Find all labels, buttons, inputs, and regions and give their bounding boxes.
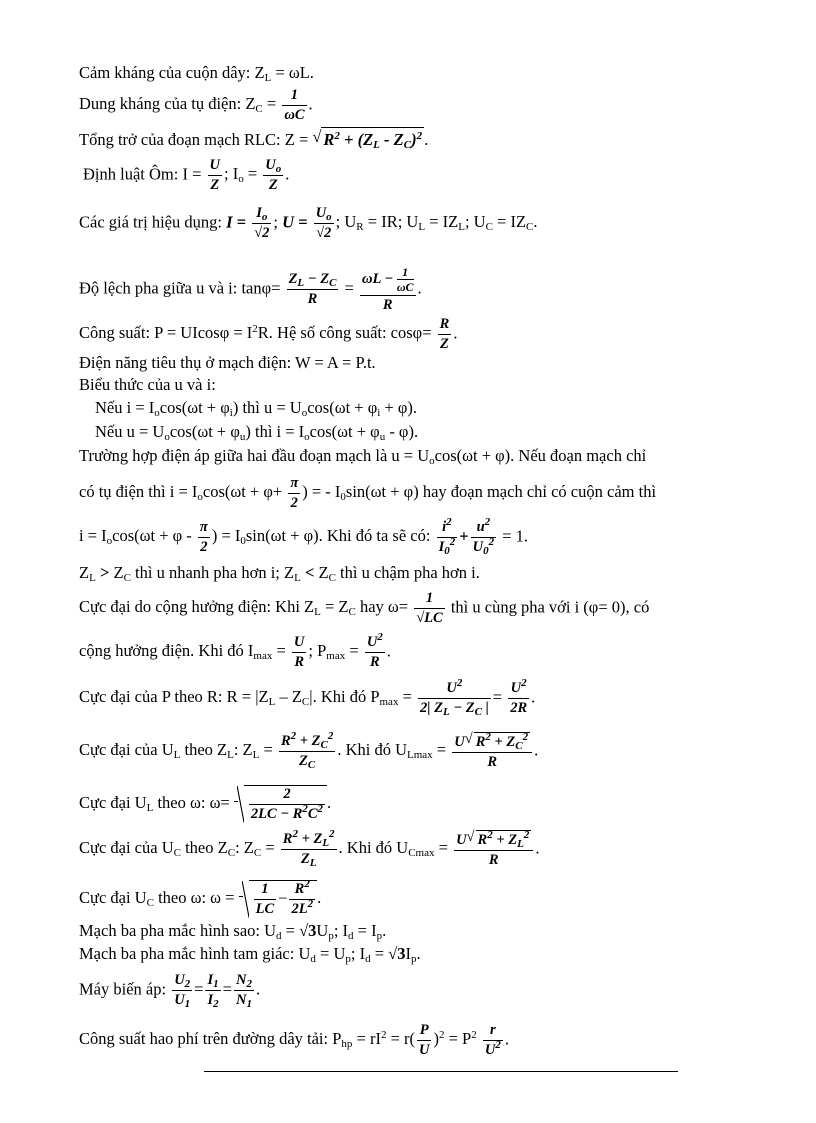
text: Nếu $i = I_o\cos(\omega t + \varphi_i)$ thì $u = U_o\cos(\omega t + \varphi_i + \varphi)$.: [95, 398, 417, 419]
line-impedance: [79, 127, 428, 151]
numerator: U: [208, 157, 222, 176]
numerator: $R^2 + Z_C^2$: [280, 730, 334, 751]
line-capacitive-reactance: [79, 87, 313, 124]
numerator: $N_2$: [235, 972, 252, 990]
text: =: [492, 687, 507, 707]
line-ul-max: [79, 732, 538, 771]
line-capacitor-case: [79, 475, 656, 512]
fraction: [365, 631, 385, 671]
text: =: [222, 979, 232, 999]
text: .: [424, 130, 429, 149]
numerator: $R^2 + Z_L^2$: [282, 828, 335, 849]
denominator: $Z_L$: [300, 851, 317, 869]
text: .: [453, 323, 458, 343]
denominator: ωC: [284, 107, 305, 123]
text: .: [535, 838, 540, 858]
numerator: $u^2$: [471, 519, 496, 538]
line-p-max: [79, 677, 536, 718]
denominator: 2| $Z_L - Z_C$ |: [420, 700, 489, 718]
text: I =: [226, 212, 251, 232]
text: Cực đại của P theo R: $R = |Z_L - Z_C|$. Khi đó $P_{max}$ =: [79, 687, 417, 709]
fraction: [198, 519, 210, 556]
text: Cực đại $U_L$ theo ω: ω=: [79, 792, 234, 814]
line-phase-difference: [79, 265, 422, 314]
numerator: $U^2$: [418, 680, 491, 699]
numerator: U: [292, 634, 306, 653]
text: ; $P_{max}$ =: [308, 641, 363, 663]
text: Cực đại của $U_C$ theo $Z_C$: $Z_C$ =: [79, 838, 279, 860]
fraction: [414, 590, 445, 627]
numerator: $I_1$: [207, 972, 219, 990]
denominator: $U_1$: [174, 992, 191, 1010]
fraction: [287, 271, 339, 308]
numerator: P: [417, 1022, 431, 1041]
denominator: √2: [254, 225, 270, 241]
line-if-u: [95, 421, 418, 443]
text: =: [194, 979, 204, 999]
numerator: 1: [282, 87, 306, 106]
denominator: LC: [255, 901, 275, 917]
fraction: [205, 972, 220, 1009]
fraction: [292, 634, 306, 671]
text: Công suất: $P = UIcos\varphi = I^2R$. Hệ số công suất: cosφ=: [79, 323, 436, 343]
denominator: 2: [290, 495, 298, 511]
numerator: π: [288, 475, 300, 494]
numerator: $U_o$: [265, 157, 282, 175]
denominator: 2R: [510, 700, 528, 716]
fraction: [288, 475, 300, 512]
text: .: [386, 641, 391, 661]
fraction: [282, 87, 306, 124]
numerator: $I_o$: [252, 205, 271, 224]
numerator: $U_o$: [315, 205, 332, 223]
numerator: π: [198, 519, 210, 538]
line-transformer: [79, 972, 260, 1009]
text: ; $I_o$ =: [224, 164, 262, 186]
denominator: $I_0^2$: [438, 536, 456, 557]
text: .: [417, 278, 422, 298]
numerator: $U^2$: [365, 634, 385, 653]
denominator: $I_2$: [207, 992, 219, 1010]
text: Cảm kháng của cuộn dây: $Z_L = \omega L$.: [79, 63, 314, 84]
denominator: R: [488, 852, 499, 868]
text: .: [534, 740, 539, 760]
denominator: $Z_C$: [299, 753, 316, 771]
text: Định luật Ôm: I =: [83, 164, 206, 184]
denominator: U: [418, 1042, 430, 1058]
text: .: [285, 164, 290, 184]
text: ) = - $I_0\sin(\omega t + \varphi)$ hay đoạn mạch chỉ có cuộn cảm thì: [302, 482, 657, 504]
line-if-i: [95, 397, 417, 419]
fraction: [452, 732, 532, 771]
denominator: 2: [200, 539, 208, 555]
numerator: $Z_L - Z_C$: [288, 271, 337, 289]
text: .: [308, 94, 313, 114]
text: Tổng trở của đoạn mạch RLC: Z =: [79, 130, 313, 149]
line-inductive-reactance: [79, 62, 314, 84]
denominator: R: [369, 654, 380, 670]
text: $Z_L > Z_C$ thì u nhanh pha hơn i; $Z_L < Z_C$ thì u chậm pha hơn i.: [79, 563, 480, 584]
fraction: [417, 1022, 431, 1059]
numerator: $R^2$: [289, 881, 315, 900]
text: Điện năng tiêu thụ ở mạch điện: W = A = P.t.: [79, 353, 376, 372]
text: Mạch ba pha mắc hình sao: $U_d = √3U_p$; $I_d = I_p$.: [79, 921, 387, 942]
numerator: ωL − $\frac{1}{\omega C}$: [361, 265, 414, 294]
text: +: [459, 526, 469, 546]
fraction: [483, 1022, 503, 1059]
text: U =: [282, 212, 312, 232]
fraction: [508, 677, 529, 717]
denominator: $2LC - R^2C^2$: [250, 803, 324, 822]
text: −: [278, 888, 288, 908]
radical: [239, 880, 317, 918]
line-delta: [79, 943, 421, 965]
text: ;: [273, 212, 283, 232]
fraction: [252, 205, 271, 242]
fraction: [208, 157, 222, 194]
fraction: [279, 730, 335, 771]
denominator: R: [382, 297, 393, 313]
denominator: √2: [316, 225, 332, 241]
text: .: [255, 979, 261, 999]
text: Cực đại do cộng hưởng điện: Khi $Z_L = Z_C$ hay ω=: [79, 597, 413, 619]
text: Công suất hao phí trên đường dây tải: $P_{hp} = rI^2 = r$(: [79, 1029, 415, 1051]
text: ) = $I_0\sin(\omega t + \varphi)$. Khi đó ta sẽ có:: [211, 526, 435, 548]
text: .: [327, 792, 332, 812]
text: Cực đại $U_C$ theo ω: ω =: [79, 887, 239, 909]
text: thì u cùng pha với i (φ= 0), có: [446, 597, 650, 617]
text: = 1.: [498, 526, 529, 546]
numerator: R: [438, 316, 452, 335]
denominator: R: [294, 654, 304, 670]
line-expressions: [79, 374, 216, 396]
denominator: √LC: [416, 610, 443, 626]
text: có tụ điện thì $i = I_o\cos(\omega t + \varphi+$: [79, 482, 287, 504]
fraction: [263, 157, 283, 194]
fraction: [437, 516, 458, 557]
text: .: [504, 1029, 509, 1049]
numerator: U√ $R^2 + Z_L^2$: [454, 830, 533, 851]
text: ; $U_R$ = IR; $U_L = IZ_L$; $U_C = IZ_C$.: [335, 212, 538, 234]
numerator: U√ $R^2 + Z_C^2$: [452, 732, 532, 753]
numerator: 1: [414, 590, 445, 609]
fraction: [360, 265, 416, 314]
line-ul-omega: [79, 785, 331, 823]
radical: [234, 785, 327, 823]
line-uc-omega: [79, 880, 321, 918]
line-phase-lead: [79, 562, 480, 584]
numerator: 2: [249, 786, 325, 805]
fraction: [249, 786, 325, 823]
line-power-loss: [79, 1022, 509, 1059]
text: Biểu thức của u và i:: [79, 375, 216, 394]
text: . Khi đó $U_{Cmax}$ =: [338, 838, 453, 860]
fraction: [289, 878, 315, 918]
fraction: [471, 516, 496, 557]
text: .: [531, 687, 536, 707]
denominator: Z: [268, 177, 278, 193]
text: )$^2 = P^2$: [433, 1029, 477, 1049]
line-ohms-law: [83, 157, 289, 194]
line-energy: [79, 352, 376, 374]
numerator: r: [483, 1022, 503, 1041]
text: Độ lệch pha giữa u và i: tanφ=: [79, 278, 285, 298]
fraction: [314, 205, 334, 242]
fraction: [418, 677, 491, 718]
denominator: R: [307, 291, 318, 307]
radical: [312, 127, 424, 151]
text: Mạch ba pha mắc hình tam giác: $U_d = U_p$; $I_d = √3I_p$.: [79, 944, 421, 965]
denominator: $N_1$: [235, 992, 252, 1010]
denominator: $2L^2$: [291, 898, 314, 917]
text: Trường hợp điện áp giữa hai đầu đoạn mạch là $u = U_o\cos(\omega t + \varphi)$. Nếu đoạn mạch chỉ: [79, 446, 647, 467]
denominator: $U^2$: [484, 1039, 501, 1058]
line-case: [79, 445, 646, 467]
fraction: [234, 972, 254, 1009]
denominator: Z: [440, 336, 449, 352]
fraction: [454, 830, 533, 869]
fraction: [254, 881, 277, 918]
text: Dung kháng của tụ điện: $Z_C$ =: [79, 94, 281, 116]
line-resonance: [79, 590, 649, 627]
fraction: [281, 828, 337, 869]
denominator: R: [487, 754, 497, 770]
line-inductor-case: [79, 516, 529, 557]
text: Các giá trị hiệu dụng:: [79, 212, 227, 232]
line-effective-values: [79, 205, 538, 242]
text: Nếu $u = U_o\cos(\omega t + \varphi_u)$ thì $i = I_o\cos(\omega t + \varphi_u - \varphi)$.: [95, 422, 419, 443]
text: .: [317, 887, 322, 907]
line-power: [79, 316, 457, 353]
numerator: 1: [254, 881, 277, 900]
fraction: [172, 972, 192, 1009]
text: $i = I_o\cos(\omega t + \varphi$ -: [79, 526, 196, 548]
radicand: $R^2 + (Z_L - Z_C)^2$: [321, 127, 424, 151]
line-uc-max: [79, 830, 539, 869]
denominator: Z: [210, 177, 220, 193]
text: Máy biến áp:: [79, 979, 171, 999]
horizontal-rule: [204, 1071, 678, 1072]
numerator: $U^2$: [508, 680, 529, 699]
denominator: $U_0^2$: [472, 536, 495, 557]
line-star: [79, 920, 386, 942]
numerator: $U_2$: [174, 972, 191, 990]
numerator: $i^2$: [437, 519, 458, 538]
text: Cực đại của $U_L$ theo $Z_L$: $Z_L$ =: [79, 740, 277, 762]
text: . Khi đó $U_{Lmax}$ =: [337, 740, 451, 762]
line-resonance-max: [79, 631, 391, 671]
text: cộng hưởng điện. Khi đó $I_{max}$ =: [79, 641, 290, 663]
text: =: [340, 278, 358, 298]
fraction: [438, 316, 452, 353]
